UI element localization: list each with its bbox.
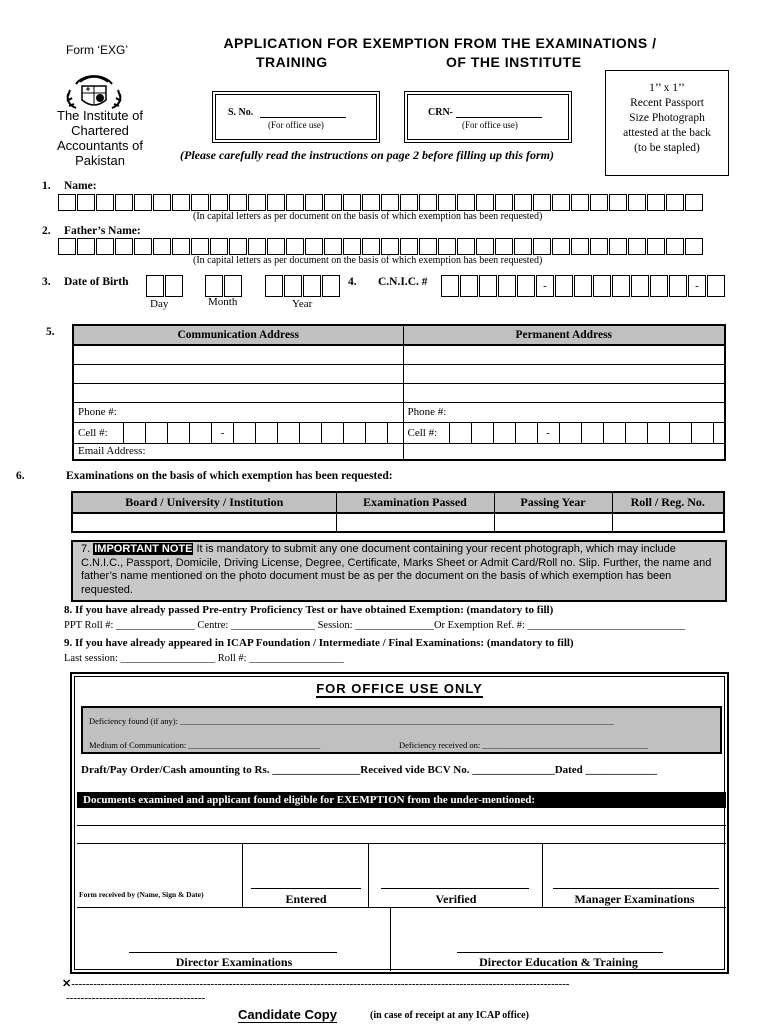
sign-row-2 <box>77 908 726 971</box>
dob-day-boxes[interactable] <box>146 275 184 297</box>
name-char-box[interactable] <box>153 194 171 211</box>
father-name-char-box[interactable] <box>514 238 532 255</box>
perm-cell-field[interactable] <box>403 422 725 443</box>
name-char-box[interactable] <box>134 194 152 211</box>
name-char-box[interactable] <box>419 194 437 211</box>
perm-cell-digit-box[interactable] <box>472 423 494 443</box>
q8-fields[interactable]: PPT Roll #: _______________ Centre: ________________ Session: _______________Or Exemption Ref. #: ______________________________ <box>64 620 686 631</box>
father-name-char-box[interactable] <box>210 238 228 255</box>
comm-cell-digit-box[interactable] <box>124 423 146 443</box>
q4-label: C.N.I.C. # <box>378 276 428 288</box>
comm-phone-field[interactable] <box>73 402 403 422</box>
entered-label: Entered <box>285 892 327 906</box>
instruction-note: (Please carefully read the instructions on page 2 before filling up this form) <box>180 148 554 162</box>
father-name-char-box[interactable] <box>362 238 380 255</box>
comm-phone-label: Phone #: <box>78 406 117 418</box>
name-char-box[interactable] <box>666 194 684 211</box>
crn-note: (For office use) <box>462 120 518 130</box>
name-char-box[interactable] <box>438 194 456 211</box>
perm-cell-separator: - <box>538 423 560 443</box>
email-label: Email Address: <box>78 445 146 458</box>
manager-cell[interactable] <box>543 844 726 908</box>
father-name-char-box[interactable] <box>267 238 285 255</box>
photo-box-line: attested at the back <box>623 127 711 139</box>
comm-address-line[interactable] <box>73 364 403 383</box>
deficiency-box <box>81 706 722 754</box>
email-field[interactable] <box>73 443 403 460</box>
q1-note: (In capital letters as per document on the basis of which exemption has been requested) <box>193 211 543 222</box>
cnic-char-box[interactable] <box>707 275 725 297</box>
cnic-char-box[interactable] <box>498 275 516 297</box>
comm-cell-digit-box[interactable] <box>344 423 366 443</box>
name-char-box[interactable] <box>362 194 380 211</box>
cnic-char-box[interactable] <box>612 275 630 297</box>
q5-number: 5. <box>46 326 55 338</box>
important-note-box <box>71 540 727 602</box>
perm-cell-digit-box[interactable] <box>516 423 538 443</box>
form-title-line1: APPLICATION FOR EXEMPTION FROM THE EXAMINATIONS / <box>223 35 657 51</box>
father-name-char-box[interactable] <box>229 238 247 255</box>
form-received-label: Form received by (Name, Sign & Date) <box>79 890 204 899</box>
candidate-copy-note: (in case of receipt at any ICAP office) <box>370 1010 529 1021</box>
comm-cell-digit-box[interactable] <box>278 423 300 443</box>
exams-header-roll: Roll / Reg. No. <box>612 492 724 513</box>
perm-cell-digit-box[interactable] <box>648 423 670 443</box>
father-name-char-box[interactable] <box>115 238 133 255</box>
perm-cell-digit-box[interactable] <box>582 423 604 443</box>
dob-day-label: Day <box>150 298 169 310</box>
name-char-box[interactable] <box>229 194 247 211</box>
cnic-char-box[interactable] <box>555 275 573 297</box>
name-char-box[interactable] <box>590 194 608 211</box>
director-exams-label: Director Examinations <box>175 955 293 969</box>
comm-cell-digit-box[interactable] <box>190 423 212 443</box>
exams-header-exam: Examination Passed <box>336 492 494 513</box>
office-title-wrap <box>75 681 724 696</box>
name-char-box[interactable] <box>343 194 361 211</box>
sno-box <box>212 91 380 143</box>
name-char-box[interactable] <box>457 194 475 211</box>
eligible-line-1[interactable] <box>77 808 726 826</box>
address-col-permanent: Permanent Address <box>403 325 725 345</box>
office-title: FOR OFFICE USE ONLY <box>316 681 483 696</box>
director-edu-cell[interactable] <box>391 908 726 971</box>
comm-cell-separator: - <box>212 423 234 443</box>
father-name-char-box[interactable] <box>495 238 513 255</box>
perm-cell-digit-box[interactable] <box>626 423 648 443</box>
comm-cell-digit-box[interactable] <box>234 423 256 443</box>
comm-cell-field[interactable] <box>73 422 403 443</box>
cnic-char-box[interactable] <box>479 275 497 297</box>
father-name-char-box[interactable] <box>96 238 114 255</box>
father-name-char-box[interactable] <box>457 238 475 255</box>
perm-cell-digit-box[interactable] <box>450 423 472 443</box>
perm-cell-label: Cell #: <box>404 423 450 443</box>
name-char-box[interactable] <box>248 194 266 211</box>
father-name-char-box[interactable] <box>609 238 627 255</box>
crn-box <box>404 91 572 143</box>
cnic-char-box[interactable] <box>669 275 687 297</box>
exams-header-board: Board / University / Institution <box>72 492 336 513</box>
name-char-box[interactable] <box>552 194 570 211</box>
q3-label: Date of Birth <box>64 276 129 288</box>
comm-address-line[interactable] <box>73 383 403 402</box>
name-char-box[interactable] <box>571 194 589 211</box>
father-name-char-box[interactable] <box>381 238 399 255</box>
name-input-boxes[interactable] <box>58 194 704 211</box>
name-char-box[interactable] <box>58 194 76 211</box>
exams-table <box>71 491 725 533</box>
comm-cell-digit-box[interactable] <box>256 423 278 443</box>
name-char-box[interactable] <box>324 194 342 211</box>
name-char-box[interactable] <box>495 194 513 211</box>
father-name-char-box[interactable] <box>552 238 570 255</box>
father-name-char-box[interactable] <box>438 238 456 255</box>
father-name-char-box[interactable] <box>419 238 437 255</box>
name-char-box[interactable] <box>77 194 95 211</box>
q6-number: 6. <box>16 470 25 482</box>
perm-address-line[interactable] <box>403 383 725 402</box>
name-char-box[interactable] <box>647 194 665 211</box>
father-name-char-box[interactable] <box>286 238 304 255</box>
cnic-input-boxes[interactable] <box>441 275 726 297</box>
cut-line-2: -------------------------------------- <box>66 992 206 1004</box>
crn-input[interactable] <box>456 117 542 118</box>
draft-line[interactable]: Draft/Pay Order/Cash amounting to Rs. ________________Received vide BCV No. _______________Dated _____________ <box>81 764 658 776</box>
dob-month-boxes[interactable] <box>205 275 243 297</box>
name-char-box[interactable] <box>476 194 494 211</box>
comm-cell-digit-box[interactable] <box>322 423 344 443</box>
perm-address-line[interactable] <box>403 364 725 383</box>
q1-label: Name: <box>64 180 97 192</box>
q2-number: 2. <box>42 225 51 237</box>
cnic-char-box[interactable] <box>631 275 649 297</box>
deficiency-received[interactable]: Deficiency received on: _______________________________________ <box>399 740 649 750</box>
photo-box-line: Size Photograph <box>629 112 705 124</box>
name-char-box[interactable] <box>381 194 399 211</box>
form-id: Form ‘EXG’ <box>66 43 129 57</box>
verified-label: Verified <box>435 892 477 906</box>
cut-line: ✕---------------------------------------------------------------------------------------------------------------------------------------- <box>62 978 570 990</box>
cnic-char-box[interactable] <box>650 275 668 297</box>
father-name-char-box[interactable] <box>685 238 703 255</box>
name-char-box[interactable] <box>267 194 285 211</box>
comm-cell-digit-box[interactable] <box>300 423 322 443</box>
father-name-char-box[interactable] <box>590 238 608 255</box>
q4-number: 4. <box>348 276 357 288</box>
note-text: It is mandatory to submit any one document containing your recent photograph, which may include C.N.I.C., Passport, Domicile, Driving License, Degree, Certificate, Marks Sheet or Admit Card/Roll no. Slip. Further, the name and father’s name mentioned on the photo document must be as per the document on the basis of which exemption has been requested. <box>81 543 712 596</box>
director-exams-cell[interactable] <box>77 908 391 971</box>
office-use-section <box>70 672 729 974</box>
dob-month-label: Month <box>208 296 238 308</box>
empty-cell <box>403 443 725 460</box>
exams-header-year: Passing Year <box>494 492 612 513</box>
sno-note: (For office use) <box>268 120 324 130</box>
father-name-char-box[interactable] <box>533 238 551 255</box>
father-name-char-box[interactable] <box>324 238 342 255</box>
father-name-char-box[interactable] <box>58 238 76 255</box>
name-char-box[interactable] <box>172 194 190 211</box>
manager-label: Manager Examinations <box>574 892 695 906</box>
name-char-box[interactable] <box>191 194 209 211</box>
photo-box <box>605 70 729 176</box>
note-number: 7. <box>81 543 91 555</box>
name-char-box[interactable] <box>400 194 418 211</box>
cnic-separator: - <box>688 275 706 297</box>
comm-cell-digit-box[interactable] <box>366 423 388 443</box>
perm-phone-label: Phone #: <box>407 406 447 418</box>
q9-fields[interactable]: Last session: __________________ Roll #: __________________ <box>64 653 344 664</box>
form-received-cell[interactable] <box>77 844 243 908</box>
father-name-char-box[interactable] <box>248 238 266 255</box>
father-name-char-box[interactable] <box>134 238 152 255</box>
photo-box-line: (to be stapled) <box>634 142 700 154</box>
father-name-char-box[interactable] <box>476 238 494 255</box>
cnic-char-box[interactable] <box>460 275 478 297</box>
cnic-char-box[interactable] <box>593 275 611 297</box>
father-name-char-box[interactable] <box>628 238 646 255</box>
note-label: IMPORTANT NOTE <box>94 543 193 555</box>
q1-number: 1. <box>42 180 51 192</box>
exams-cell-board[interactable] <box>72 513 336 532</box>
father-name-char-box[interactable] <box>666 238 684 255</box>
comm-cell-label: Cell #: <box>74 423 124 443</box>
father-name-char-box[interactable] <box>343 238 361 255</box>
father-name-char-box[interactable] <box>77 238 95 255</box>
name-char-box[interactable] <box>609 194 627 211</box>
father-name-input-boxes[interactable] <box>58 238 704 255</box>
verified-cell[interactable] <box>369 844 543 908</box>
name-char-box[interactable] <box>115 194 133 211</box>
photo-box-line: 1’’ x 1’’ <box>649 82 685 94</box>
eligible-bar: Documents examined and applicant found eligible for EXEMPTION from the under-mentioned: <box>77 792 726 808</box>
crn-label: CRN- <box>428 107 453 118</box>
perm-address-line[interactable] <box>403 345 725 364</box>
cnic-separator: - <box>536 275 554 297</box>
father-name-char-box[interactable] <box>172 238 190 255</box>
name-char-box[interactable] <box>685 194 703 211</box>
father-name-char-box[interactable] <box>400 238 418 255</box>
director-edu-label: Director Education & Training <box>479 955 638 969</box>
perm-cell-digit-box[interactable] <box>604 423 626 443</box>
exams-cell-exam[interactable] <box>336 513 494 532</box>
q8-heading: 8. If you have already passed Pre-entry Proficiency Test or have obtained Exemption: (mandatory to fill) <box>64 604 554 616</box>
sno-input[interactable] <box>260 117 346 118</box>
name-char-box[interactable] <box>514 194 532 211</box>
name-char-box[interactable] <box>305 194 323 211</box>
perm-cell-digit-box[interactable] <box>494 423 516 443</box>
q2-note: (In capital letters as per document on the basis of which exemption has been requested) <box>193 255 543 266</box>
name-char-box[interactable] <box>628 194 646 211</box>
eligible-line-2[interactable] <box>77 826 726 844</box>
form-title-line2a: TRAINING <box>256 54 328 70</box>
photo-box-line: Recent Passport <box>630 97 704 109</box>
name-char-box[interactable] <box>210 194 228 211</box>
father-name-char-box[interactable] <box>647 238 665 255</box>
name-char-box[interactable] <box>286 194 304 211</box>
form-title-line2b: OF THE INSTITUTE <box>446 54 582 70</box>
deficiency-found[interactable]: Deficiency found (if any): ______________________________________________________________________________________________________ <box>89 716 614 726</box>
cnic-char-box[interactable] <box>517 275 535 297</box>
address-col-communication: Communication Address <box>73 325 403 345</box>
comm-address-line[interactable] <box>73 345 403 364</box>
name-char-box[interactable] <box>96 194 114 211</box>
q9-heading: 9. If you have already appeared in ICAP Foundation / Intermediate / Final Examinations: (mandatory to fill) <box>64 637 574 649</box>
sno-label: S. No. <box>228 107 254 118</box>
entered-cell[interactable] <box>243 844 369 908</box>
perm-phone-field[interactable] <box>403 402 725 422</box>
q6-intro: Examinations on the basis of which exemption has been requested: <box>66 470 393 482</box>
dob-year-boxes[interactable] <box>265 275 341 297</box>
candidate-copy-title: Candidate Copy <box>238 1007 337 1022</box>
perm-cell-digit-box[interactable] <box>692 423 714 443</box>
father-name-char-box[interactable] <box>571 238 589 255</box>
cnic-char-box[interactable] <box>441 275 459 297</box>
comm-cell-digit-box[interactable] <box>168 423 190 443</box>
father-name-char-box[interactable] <box>153 238 171 255</box>
perm-cell-digit-box[interactable] <box>670 423 692 443</box>
perm-cell-digit-box[interactable] <box>560 423 582 443</box>
father-name-char-box[interactable] <box>305 238 323 255</box>
exams-cell-year[interactable] <box>494 513 612 532</box>
sign-row-1 <box>77 844 726 908</box>
q3-number: 3. <box>42 276 51 288</box>
medium-of-communication[interactable]: Medium of Communication: _______________________________ <box>89 740 321 750</box>
cnic-char-box[interactable] <box>574 275 592 297</box>
exams-cell-roll[interactable] <box>612 513 724 532</box>
comm-cell-digit-box[interactable] <box>146 423 168 443</box>
q2-label: Father’s Name: <box>64 225 141 237</box>
father-name-char-box[interactable] <box>191 238 209 255</box>
address-table <box>72 324 726 461</box>
institute-name: The Institute of Chartered Accountants of Pakistan <box>57 108 143 168</box>
dob-year-label: Year <box>292 298 313 310</box>
name-char-box[interactable] <box>533 194 551 211</box>
